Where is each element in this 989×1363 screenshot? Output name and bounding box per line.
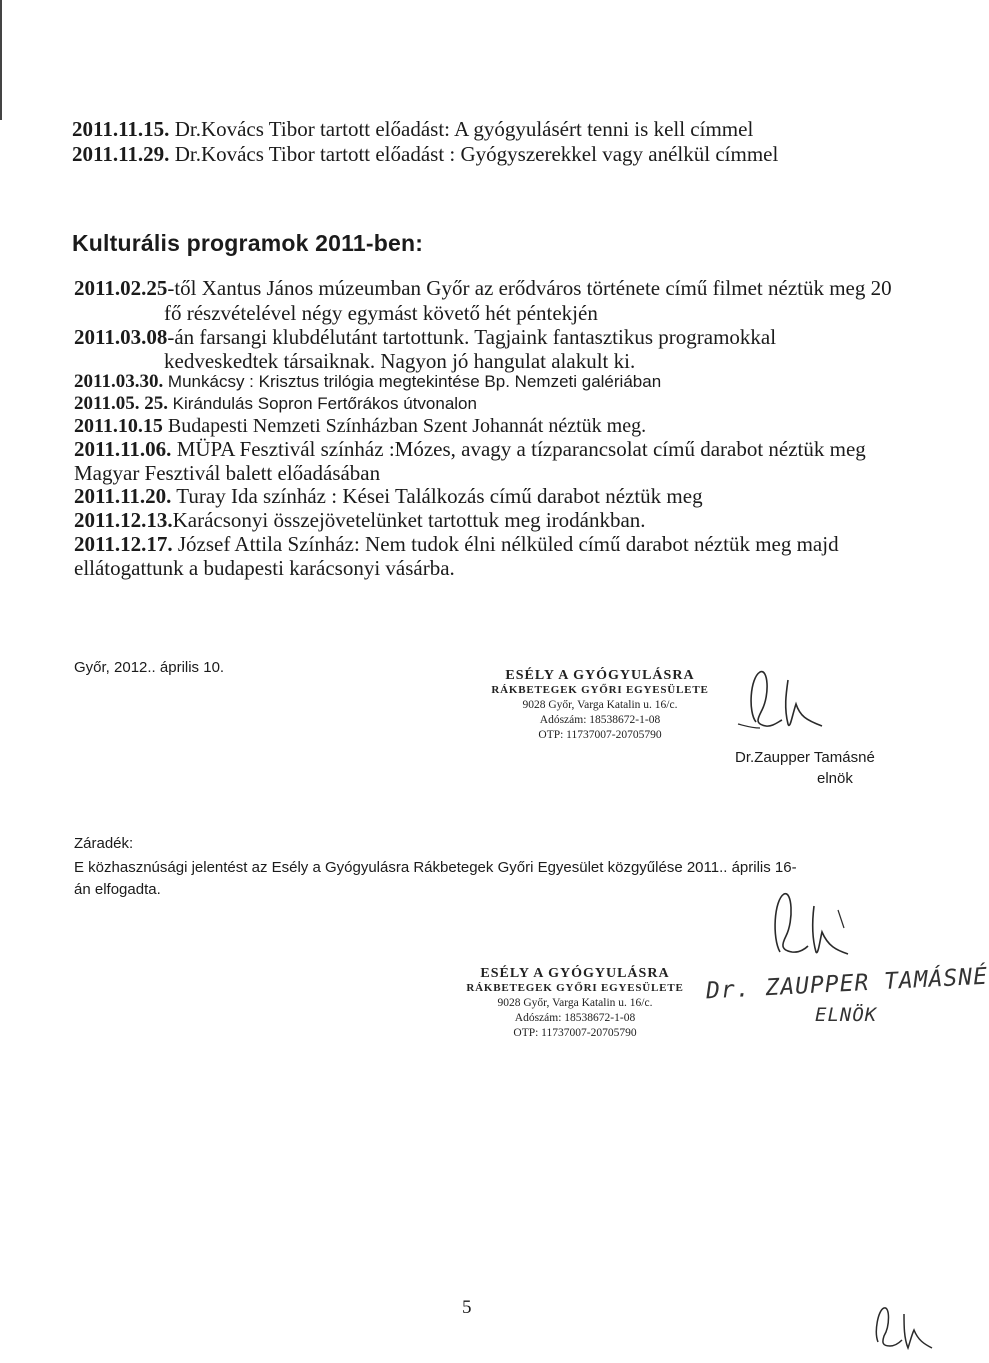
program-text: Karácsonyi összejövetelünket tartottuk meg irodánkban. [172, 508, 646, 532]
program-date: 2011.12.13. [74, 508, 173, 532]
stamp-tax-number: Adószám: 18538672-1-08 [539, 714, 661, 726]
program-date: 2011.11.06. [74, 437, 172, 461]
stamp-org-subname: RÁKBETEGEK GYŐRI EGYESÜLETE [491, 684, 709, 696]
lecture-line-2 [72, 142, 778, 166]
program-text: MÜPA Fesztivál színház :Mózes, avagy a tízparancsolat című darabot néztük meg [171, 437, 866, 461]
lecture-date: 2011.11.15. [72, 117, 170, 141]
programs-heading: Kulturális programok 2011-ben: [72, 230, 424, 256]
stamp-tax-number: Adószám: 18538672-1-08 [514, 1012, 636, 1024]
program-7 [74, 484, 703, 508]
program-4 [74, 392, 477, 416]
program-2-line-2: kedveskedtek társaiknak. Nagyon jó hangulat alakult ki. [164, 349, 636, 373]
organization-stamp [480, 668, 720, 743]
place-date: Győr, 2012.. április 10. [74, 659, 225, 676]
scan-edge [0, 0, 2, 120]
program-8 [74, 508, 646, 532]
signature-drawing-2 [756, 888, 866, 968]
closing-line-1: E közhasznúsági jelentést az Esély a Gyógyulásra Rákbetegek Győri Egyesület közgyűlése 2011.. április 16- [74, 859, 797, 876]
handwritten-title: ELNÖK [815, 1004, 878, 1026]
closing-line-2: án elfogadta. [74, 881, 161, 898]
program-date: 2011.11.20. [74, 484, 172, 508]
program-1-line-2: fő részvételével négy egymást követő hét péntekjén [164, 301, 598, 325]
program-1-line-1 [74, 276, 892, 300]
lecture-line-1 [72, 117, 753, 141]
stamp-bank-account: OTP: 11737007-20705790 [538, 729, 662, 741]
page-number: 5 [462, 1297, 472, 1318]
program-text: -től Xantus János múzeumban Győr az erődváros története című filmet néztük meg 20 [167, 276, 892, 300]
stamp-org-name: ESÉLY A GYÓGYULÁSRA [505, 668, 695, 683]
program-2-line-1 [74, 325, 776, 349]
program-3 [74, 370, 661, 394]
handwritten-name: Dr. ZAUPPER TAMÁSNÉ [705, 963, 989, 1005]
signatory-name: Dr.Zaupper Tamásné [735, 749, 875, 766]
program-text: Turay Ida színház : Kései Találkozás című darabot néztük meg [171, 484, 703, 508]
program-text: József Attila Színház: Nem tudok élni nélküled című darabot néztük meg majd [172, 532, 839, 556]
lecture-text: Dr.Kovács Tibor tartott előadást : Gyógyszerekkel vagy anélkül címmel [169, 142, 779, 166]
organization-stamp-2 [455, 966, 695, 1041]
lecture-text: Dr.Kovács Tibor tartott előadást: A gyógyulásért tenni is kell címmel [169, 117, 754, 141]
program-text: Budapesti Nemzeti Színházban Szent Johannát néztük meg. [162, 415, 647, 437]
signature-drawing [726, 664, 846, 744]
program-text: Kirándulás Sopron Fertőrákos útvonalon [167, 394, 477, 413]
program-date: 2011.03.08 [74, 325, 168, 349]
stamp-address: 9028 Győr, Varga Katalin u. 16/c. [522, 699, 678, 711]
program-text: Munkácsy : Krisztus trilógia megtekintése Bp. Nemzeti galériában [163, 372, 662, 391]
stamp-org-subname: RÁKBETEGEK GYŐRI EGYESÜLETE [466, 982, 684, 994]
program-date: 2011.10.15 [74, 415, 163, 437]
program-6-line-2: Magyar Fesztivál balett előadásában [74, 461, 381, 485]
program-9-line-2: ellátogattunk a budapesti karácsonyi vásárba. [74, 556, 455, 580]
program-date: 2011.05. 25. [74, 393, 168, 414]
program-6-line-1 [74, 437, 866, 461]
program-date: 2011.02.25 [74, 276, 168, 300]
initials-drawing [868, 1302, 938, 1356]
program-text: -án farsangi klubdélutánt tartottunk. Tagjaink fantasztikus programokkal [167, 325, 777, 349]
signatory-title: elnök [817, 770, 853, 787]
stamp-org-name: ESÉLY A GYÓGYULÁSRA [480, 966, 670, 981]
program-9-line-1 [74, 532, 839, 556]
lecture-date: 2011.11.29. [72, 142, 170, 166]
closing-label: Záradék: [74, 835, 134, 852]
program-5 [74, 414, 646, 438]
stamp-address: 9028 Győr, Varga Katalin u. 16/c. [497, 997, 653, 1009]
program-date: 2011.03.30. [74, 371, 164, 392]
program-date: 2011.12.17. [74, 532, 173, 556]
stamp-bank-account: OTP: 11737007-20705790 [513, 1027, 637, 1039]
